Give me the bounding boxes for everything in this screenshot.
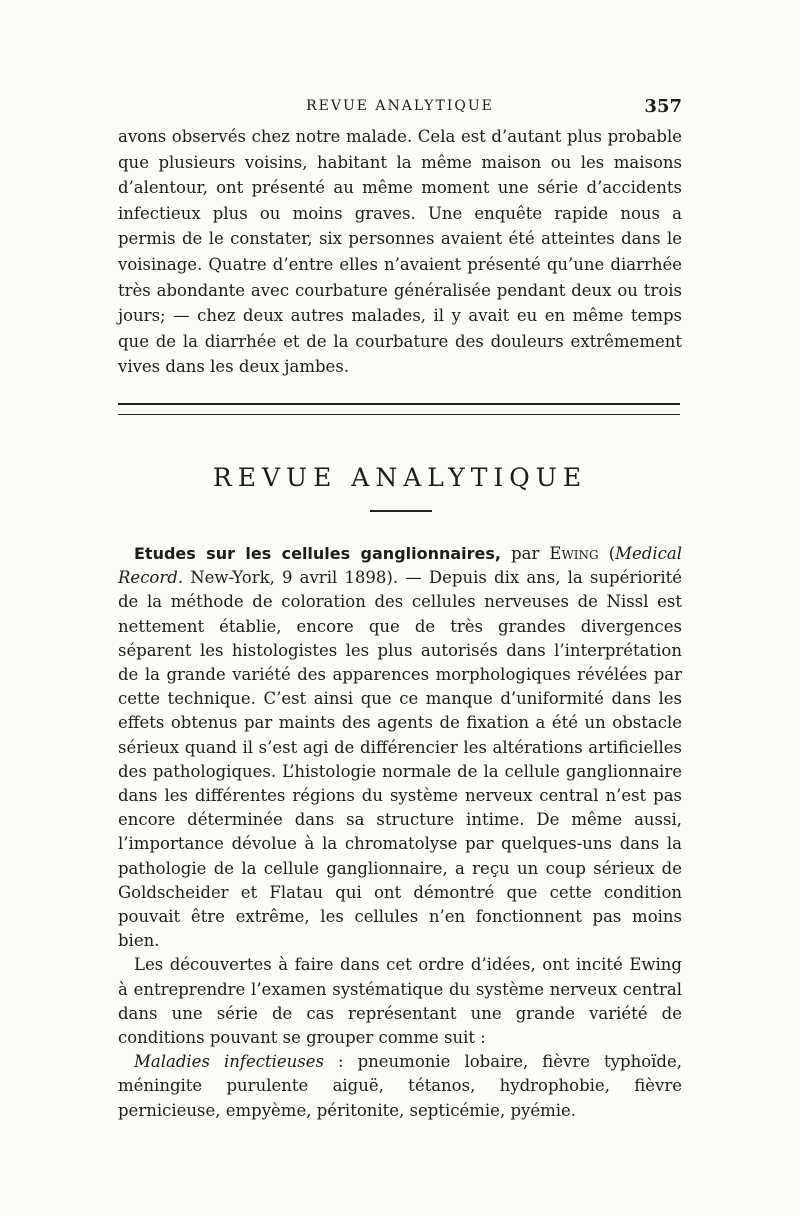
article-title: Etudes sur les cellules ganglionnaires, xyxy=(134,544,502,563)
title-underline xyxy=(370,510,432,512)
paragraph-body: Depuis dix ans, la supériorité de la méthode de coloration des cellules nerveuses de Nissl est nettement établie, encore que de très grandes divergences séparent les histologistes les plus autorisés dans l’interprétation de la grande variété des apparences morphologiques révélées par cette technique. C’est ainsi que ce manque d’uniformité dans les effets obtenus par maints des agents de fixation a été un obstacle sérieux quand il s’est agi de différencier les altérations artificielles des pathologiques. L’histologie normale de la cellule ganglionnaire dans les différentes régions du système nerveux central n’est pas encore déterminée dans sa structure intime. De même aussi, l’importance dévolue à la chromatolyse par quelques-uns dans la pathologie de la cellule ganglionnaire, a reçu un coup sérieux de Goldscheider et Flatau qui ont démontré que cette condition pouvait être extrême, les cellules n’en fonctionnent pas moins bien. xyxy=(118,568,683,951)
article xyxy=(118,542,682,1123)
paragraph: avons observés chez notre malade. Cela est d’autant plus probable que plusieurs voisins, habitant la même maison ou les maisons d’alentour, ont présenté au même moment une série d’accidents infectieux plus ou moins graves. Une enquête rapide nous a permis de le constater, six personnes avaient été atteintes dans le voisinage. Quatre d’entre elles n’avaient présenté qu’une diarrhée très abondante avec courbature généralisée pendant deux ou trois jours; — chez deux autres malades, il y avait eu en même temps que de la diarrhée et de la courbature des douleurs extrêmement vives dans les deux jambes. xyxy=(118,127,682,377)
citation-paren: ( xyxy=(598,544,616,563)
journal-name: Medical Record. xyxy=(118,544,682,588)
citation-details: New-York, 9 avril 1898). — xyxy=(183,568,429,588)
page-number: 357 xyxy=(644,96,682,117)
section-divider xyxy=(118,403,680,415)
paragraph xyxy=(118,542,682,953)
article-author: Ewing xyxy=(549,544,599,563)
continued-text xyxy=(118,124,682,380)
section-title: REVUE ANALYTIQUE xyxy=(212,462,588,492)
category-label: Maladies infectieuses xyxy=(134,1052,324,1072)
paragraph xyxy=(118,1050,682,1123)
running-head xyxy=(118,96,682,120)
paragraph-body: : pneumonie lobaire, fièvre typhoïde, méningite purulente aiguë, tétanos, hydrophobie, fièvre pernicieuse, empyème, péritonite, septicémie, pyémie. xyxy=(118,1052,682,1120)
running-title: REVUE ANALYTIQUE xyxy=(306,98,494,114)
byline-connector: par xyxy=(501,544,550,563)
paragraph: Les découvertes à faire dans cet ordre d’idées, ont incité Ewing à entreprendre l’examen systématique du système nerveux central dans une série de cas représentant une grande variété de conditions pouvant se grouper comme suit : xyxy=(118,955,682,1048)
